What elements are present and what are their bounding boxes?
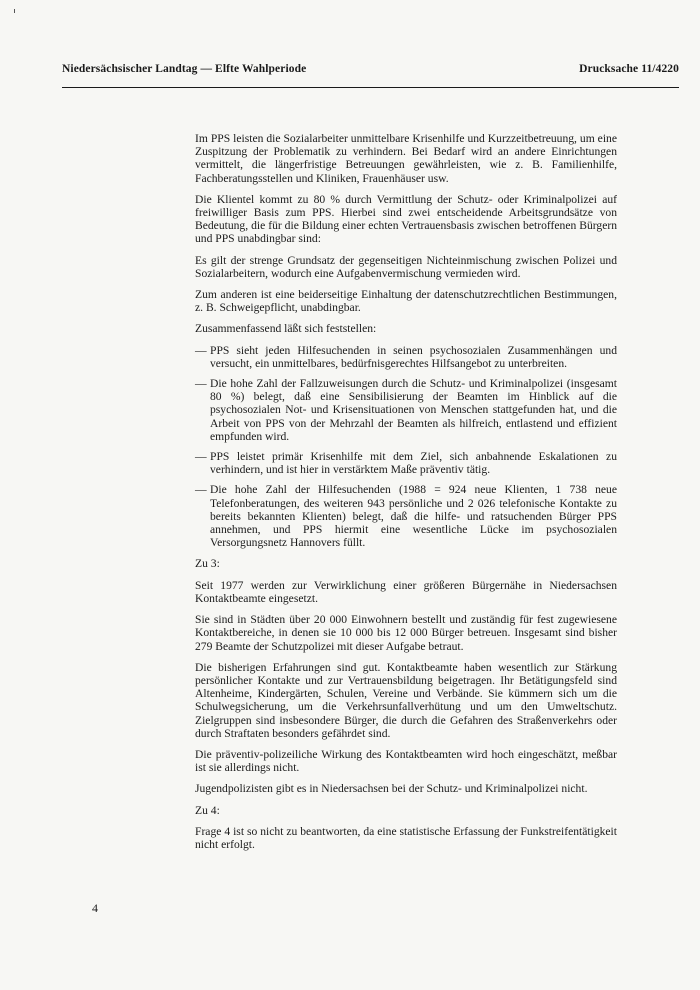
list-item-text: PPS leistet primär Krisenhilfe mit dem Ziel, sich anbahnende Eskalationen zu verhindern, und ist hier in verstärktem Maße präventiv tätig.	[210, 450, 617, 477]
paragraph: Jugendpolizisten gibt es in Niedersachsen bei der Schutz- und Kriminalpolizei nicht.	[195, 782, 588, 796]
paragraph: Im PPS leisten die Sozialarbeiter unmittelbare Krisenhilfe und Kurzzeitbetreuung, um eine Zuspitzung der Problematik zu verhindern. Bei Bedarf wird an andere Einrichtungen vermittelt, die längerfristige Betreuungen gewährleisten, wie z. B. Familienhilfe, Fachberatungsstellen und Kliniken, Frauenhäuser usw.	[195, 132, 617, 185]
dash-bullet: —	[195, 450, 207, 464]
paragraph: Seit 1977 werden zur Verwirklichung einer größeren Bürgernähe in Niedersachsen Kontaktbeamte eingesetzt.	[195, 578, 617, 605]
page-number: 4	[92, 901, 98, 915]
dash-bullet: —	[195, 377, 207, 391]
dash-bullet: —	[195, 343, 207, 357]
paragraph: Die bisherigen Erfahrungen sind gut. Kontaktbeamte haben wesentlich zur Stärkung persönlicher Kontakte und zur Vertrauensbildung beigetragen. Ihr Betätigungsfeld sind Altenheime, Kindergärten, Schulen, Vereine und Verbände. Sie kümmern sich um die Schulwegsicherung, um die Verkehrsunfallverhütung und um den Umweltschutz. Zielgruppen sind insbesondere Bürger, die durch die Gefahren des Straßenverkehrs oder durch Straftaten besonders gefährdet sind.	[195, 660, 617, 740]
dash-bullet: —	[195, 483, 207, 497]
paragraph: Frage 4 ist so nicht zu beantworten, da eine statistische Erfassung der Funkstreifentätigkeit nicht erfolgt.	[195, 824, 617, 851]
header-document-number: Drucksache 11/4220	[579, 63, 679, 75]
list-item-text: Die hohe Zahl der Hilfesuchenden (1988 = 924 neue Klienten, 1 738 neue Telefonberatungen, des weiteren 943 persönliche und 2 026 telefonische Kontakte zu bereits bekannten Klienten) belegt, daß die hilfe- und ratsuchenden Bürger PPS annehmen, und PPS hiermit eine wesentliche Lücke im psychosozialen Versorgungsnetz Hannovers füllt.	[210, 483, 617, 550]
list-item	[195, 377, 617, 443]
scan-speck	[14, 9, 15, 13]
section-heading: Zu 3:	[195, 557, 220, 571]
list-item	[195, 483, 617, 549]
header-title: Niedersächsischer Landtag — Elfte Wahlperiode	[62, 63, 307, 75]
list-item-text: PPS sieht jeden Hilfesuchenden in seinen psychosozialen Zusammenhängen und versucht, ein unmittelbares, bedürfnisgerechtes Hilfsangebot zu unterbreiten.	[210, 343, 617, 370]
page-header	[62, 63, 679, 83]
paragraph: Die Klientel kommt zu 80 % durch Vermittlung der Schutz- oder Kriminalpolizei auf freiwilliger Basis zum PPS. Hierbei sind zwei entscheidende Arbeitsgrundsätze von Bedeutung, die für die Bildung einer echten Vertrauensbasis zwischen betroffenen Bürgern und PPS unabdingbar sind:	[195, 192, 617, 246]
list-item	[195, 450, 617, 476]
document-body	[195, 132, 617, 859]
header-rule	[62, 87, 679, 88]
paragraph: Zum anderen ist eine beiderseitige Einhaltung der datenschutzrechtlichen Bestimmungen, z. B. Schweigepflicht, unabdingbar.	[195, 288, 617, 315]
paragraph: Es gilt der strenge Grundsatz der gegenseitigen Nichteinmischung zwischen Polizei und Sozialarbeitern, wodurch eine Aufgabenvermischung vermieden wird.	[195, 253, 617, 280]
list-item	[195, 344, 617, 370]
summary-list	[195, 344, 617, 550]
paragraph: Zusammenfassend läßt sich feststellen:	[195, 322, 377, 336]
paragraph: Sie sind in Städten über 20 000 Einwohnern bestellt und zuständig für fest zugewiesene Kontaktbereiche, in denen sie 10 000 bis 12 000 Bürger betreuen. Insgesamt sind bisher 279 Beamte der Schutzpolizei mit dieser Aufgabe betraut.	[195, 613, 617, 653]
list-item-text: Die hohe Zahl der Fallzuweisungen durch die Schutz- und Kriminalpolizei (insgesamt 80 %) belegt, daß eine Sensibilisierung der Beamten im Hinblick auf die psychosozialen Not- und Krisensituationen von Menschen stattgefunden hat, und die Arbeit von PPS von der Mehrzahl der Beamten als hilfreich, entlastend und effizient empfunden wird.	[210, 377, 617, 443]
section-heading: Zu 4:	[195, 803, 220, 817]
paragraph: Die präventiv-polizeiliche Wirkung des Kontaktbeamten wird hoch eingeschätzt, meßbar ist sie allerdings nicht.	[195, 747, 617, 775]
